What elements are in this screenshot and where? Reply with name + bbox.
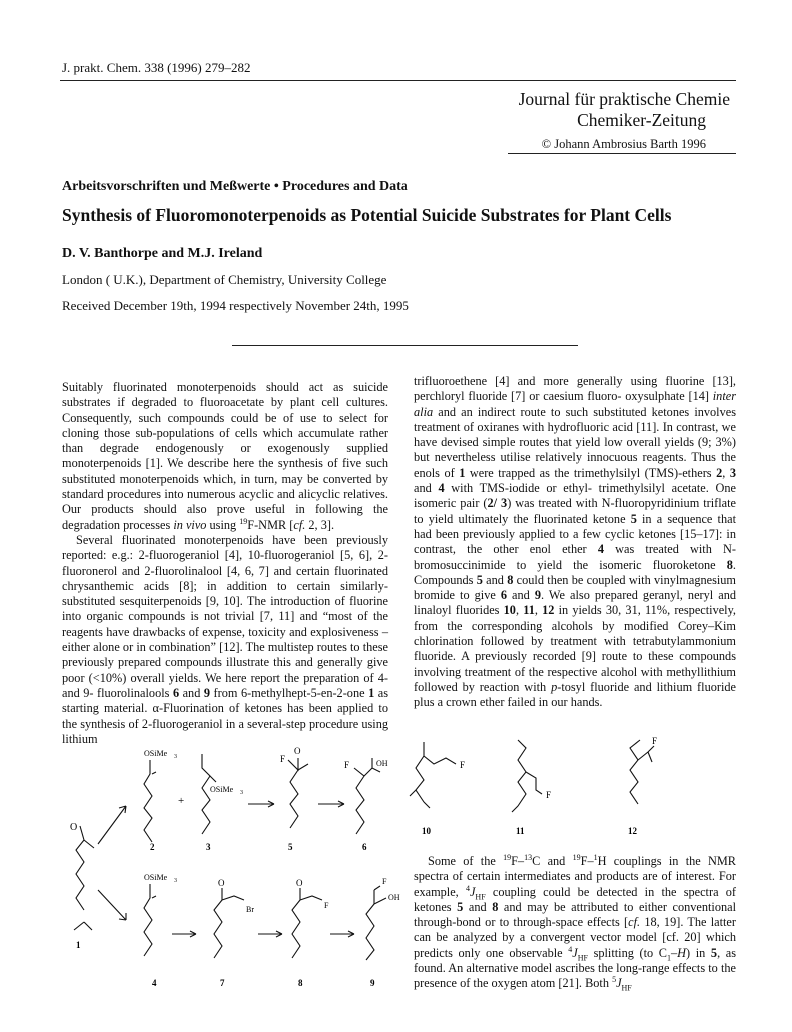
- label-f: F: [546, 790, 552, 800]
- structure-6: [354, 758, 380, 834]
- label-o: O: [218, 878, 225, 888]
- structure-5: [288, 758, 308, 828]
- structure-7: [214, 888, 244, 958]
- compound-number: 10: [422, 826, 431, 836]
- compound-number: 7: [220, 978, 225, 988]
- copyright: © Johann Ambrosius Barth 1996: [541, 137, 706, 151]
- plus-sign: +: [178, 795, 185, 807]
- arrow-7-8: [258, 931, 282, 937]
- compound-number: 11: [516, 826, 525, 836]
- affiliation: London ( U.K.), Department of Chemistry, University College: [62, 272, 387, 287]
- label-osime3: OSiMe: [144, 749, 168, 758]
- compound-number: 2: [150, 842, 155, 852]
- label-sub: 3: [174, 754, 177, 760]
- label-f: F: [382, 877, 387, 886]
- journal-masthead: [519, 89, 730, 155]
- structure-10: [410, 742, 456, 808]
- structure-9: [366, 886, 386, 960]
- paragraph: Several fluorinated monoterpenoids have been previously reported: e.g.: 2-fluorogeraniol [4], 10-fluorogeraniol [5, 6], 2-fluoronerol and 2-fluorolinalool [4, 6, 7] and certain fluorinated chrysanthemic acids [8]; in addition to certain similarly-substituted sesquiterpenoids [9, 10]. The introduction of fluorine into organic compounds is not trivial [7, 11] and “most of the reagents have drawbacks of expense, toxicity and explosiveness – either alone or in combination” [12]. The multistep routes to these previously prepared compounds illustrate this and generally give poor (<10%) overall yields. We here report the preparation of 4- and 9- fluorolinalools 6 and 9 from 6-methylhept-5-en-2-one 1 as starting material. α-Fluorination of ketones has been applied to the synthesis of 2-fluorogeraniol in a several-step procedure using lithium: [62, 532, 388, 746]
- arrow-down: [98, 890, 126, 920]
- label-osime3: OSiMe: [210, 785, 234, 794]
- structure-11: [512, 740, 542, 812]
- separator-rule: [232, 345, 578, 346]
- structure-4: [144, 884, 156, 956]
- label-f: F: [280, 754, 286, 764]
- journal-citation: J. prakt. Chem. 338 (1996) 279–282: [62, 60, 251, 75]
- received-dates: Received December 19th, 1994 respectively November 24th, 1995: [62, 298, 409, 313]
- structure-8: [292, 888, 322, 958]
- label-o: O: [70, 822, 78, 833]
- structure-3: [202, 754, 216, 834]
- compound-number: 3: [206, 842, 211, 852]
- compound-number: 4: [152, 978, 157, 988]
- compound-number: 8: [298, 978, 303, 988]
- paragraph: Some of the $^{19}$F–$^{13}$C and $^{19}$F–$^1$H couplings in the NMR spectra of certain intermediates and products are of interest. For example, $^4J_{HF}$ coupling could be detected in the spectra of ketones 5 and 8 and may be attributed to either conventional through-bond or to through-space effects [cf. 18, 19]. The latter can be analyzed by a convergent vector model [cf. 20] which predicts only one observable $^4J_{HF}$ splitting (to $C_1-H$) in 5, as found. An alternative model ascribes the long-range effects to the presence of the oxygen atom [21]. Both $^5J_{HF}$: [414, 852, 737, 993]
- arrow-5-6: [318, 801, 344, 807]
- label-f: F: [652, 736, 658, 746]
- arrow-8-9: [330, 931, 354, 937]
- journal-name: Journal für praktische Chemie: [518, 89, 730, 109]
- compound-number: 5: [288, 842, 293, 852]
- compound-number: 9: [370, 978, 375, 988]
- label-oh: OH: [388, 893, 400, 902]
- label-sub: 3: [240, 790, 243, 796]
- masthead-rule: [508, 153, 736, 154]
- structure-1: [74, 826, 94, 930]
- arrow-4-7: [172, 931, 196, 937]
- label-sub: 3: [174, 878, 177, 884]
- article-title: Synthesis of Fluoromonoterpenoids as Potential Suicide Substrates for Plant Cells: [62, 205, 672, 225]
- reaction-scheme: [62, 740, 406, 990]
- body-column-right-lower: [414, 854, 736, 992]
- structure-2: [144, 760, 160, 842]
- label-osime3: OSiMe: [144, 873, 168, 882]
- label-f: F: [460, 760, 466, 770]
- paragraph: trifluoroethene [4] and more generally using fluorine [13], perchloryl fluoride [7] or caesium fluoro- oxysulphate [14] inter alia and an indirect route to such substituted ketones involves treatment of oxiranes with hydrofluoric acid [11]. In contrast, we have devised simple routes that yield low overall yields (9; 3%) but nevertheless utilise relatively innocuous reagents. Thus the enols of 1 were trapped as the trimethylsilyl (TMS)-ethers 2, 3 and 4 with TMS-iodide or ethyl- trimethylsilyl acetate. One isomeric pair (2/ 3) was treated with N-fluoropyridinium triflate to yield ultimately the fluorinated ketone 5 in a sequence that had been previously applied to a few cyclic ketones [15–17]: in contrast, the other enol ether 4 was treated with N-bromosuccinimide to yield the isomeric fluoroketone 8. Compounds 5 and 8 could then be coupled with vinylmagnesium bromide to give 6 and 9. We also prepared geranyl, neryl and linaloyl fluorides 10, 11, 12 in yields 30, 31, 11%, respectively, from the corresponding alcohols by modified Corey–Kim chlorination followed by treatment with tetrabutylammonium fluoride. A previously recorded [9] route to these compounds involving treatment of the respective alcohol with methyllithium followed by reaction with p-tosyl fluoride and lithium fluoride plus a crown ether failed in our hands.: [414, 374, 737, 710]
- section-heading: Arbeitsvorschriften und Meßwerte • Procedures and Data: [62, 179, 408, 194]
- compound-number: 1: [76, 940, 81, 950]
- structure-12: [630, 740, 654, 804]
- paragraph: Suitably fluorinated monoterpenoids should act as suicide substrates if degraded to fluoroacetate by plant cell cultures. Consequently, such compounds could be of use to select for cloning those sub-populations of cells which accumulate rather than degrade endogenously or exogenously supplied monoterpenoids [1]. We describe here the synthesis of five such substituted monoterpenoids which, in turn, may be converted by standard procedures into numerous acyclic and alicyclic relatives. Our products should also prove useful in following the degradation processes in vivo using $^{19}$F-NMR [cf. 2, 3].: [62, 380, 388, 532]
- label-o: O: [296, 878, 303, 888]
- label-oh: OH: [376, 759, 388, 768]
- label-f: F: [344, 760, 350, 770]
- authors: D. V. Banthorpe and M.J. Ireland: [62, 246, 263, 261]
- arrow-up: [98, 806, 126, 844]
- body-column-right: [414, 374, 736, 711]
- body-column-left: [62, 380, 388, 747]
- label-br: Br: [246, 905, 254, 914]
- journal-subtitle: Chemiker-Zeitung: [577, 110, 706, 130]
- arrow-3-5: [248, 801, 274, 807]
- label-f: F: [324, 901, 329, 910]
- label-o: O: [294, 746, 301, 756]
- compound-number: 6: [362, 842, 367, 852]
- structures-10-12: [404, 732, 744, 842]
- compound-number: 12: [628, 826, 637, 836]
- header-rule: [60, 80, 736, 81]
